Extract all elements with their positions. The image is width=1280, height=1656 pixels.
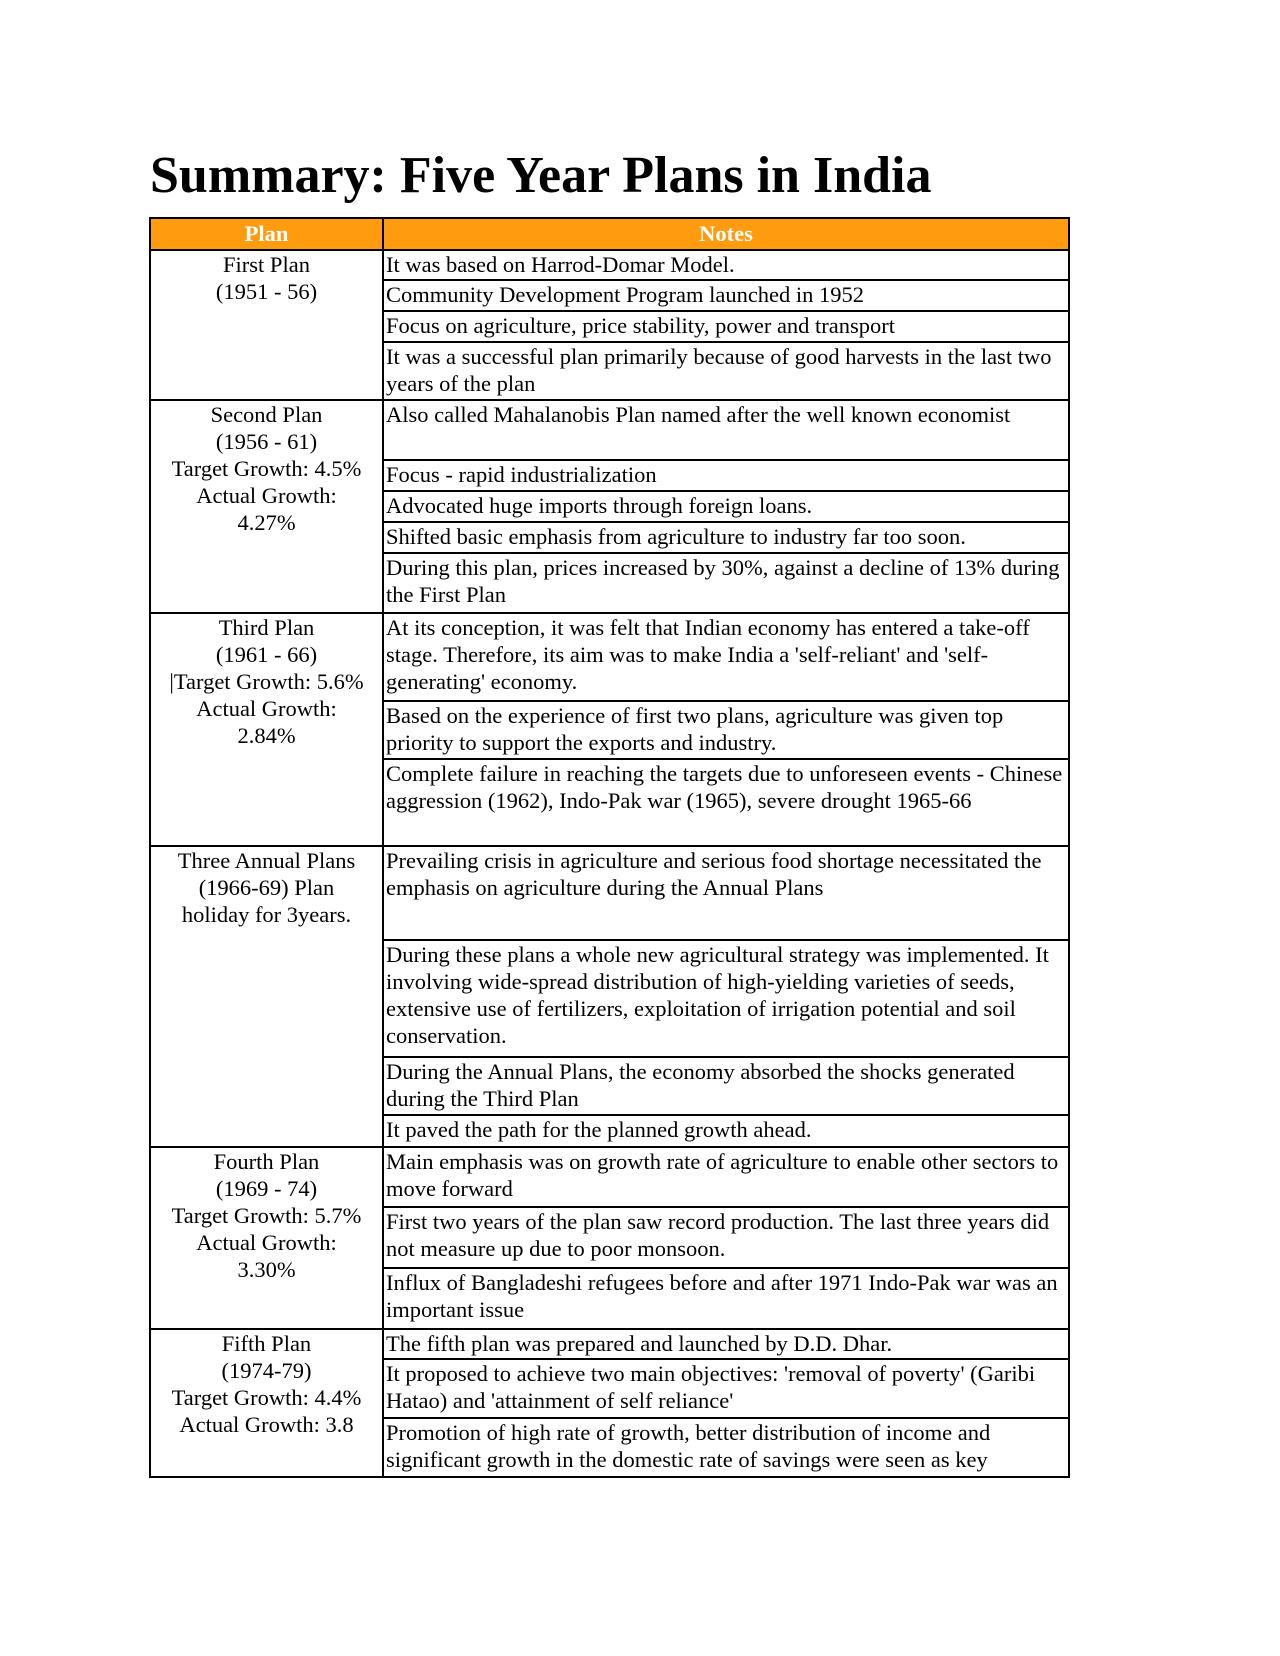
table-row xyxy=(150,400,1069,460)
plan-period: (1969 - 74) xyxy=(215,1176,318,1201)
table-row xyxy=(150,846,1069,940)
table-header-row xyxy=(150,218,1069,250)
plan-actual-growth-value: 4.27% xyxy=(237,510,296,535)
plan-holiday-note: holiday for 3years. xyxy=(181,902,352,927)
note-cell: It was a successful plan primarily because of good harvests in the last two years of the plan xyxy=(383,342,1069,400)
plan-actual-growth-value: 3.30% xyxy=(237,1257,296,1282)
plan-cell-third xyxy=(150,613,383,846)
note-cell: Also called Mahalanobis Plan named after the well known economist xyxy=(383,400,1069,460)
plan-target-growth: Target Growth: 5.7% xyxy=(171,1203,362,1228)
note-cell: Advocated huge imports through foreign loans. xyxy=(383,491,1069,522)
plan-name: Three Annual Plans xyxy=(177,848,356,873)
note-cell: Main emphasis was on growth rate of agriculture to enable other sectors to move forward xyxy=(383,1147,1069,1207)
plan-actual-growth-label: Actual Growth: xyxy=(196,483,337,508)
plan-cell-annual-plans xyxy=(150,846,383,1147)
five-year-plans-table xyxy=(149,217,1070,1478)
plan-column-header: Plan xyxy=(150,218,383,250)
notes-column-header: Notes xyxy=(383,218,1069,250)
note-cell: During these plans a whole new agricultural strategy was implemented. It involving wide-spread distribution of high-yielding varieties of seeds, extensive use of fertilizers, exploitation of irrigation potential and soil conservation. xyxy=(383,940,1069,1057)
note-cell: It proposed to achieve two main objectives: 'removal of poverty' (Garibi Hatao) and 'attainment of self reliance' xyxy=(383,1359,1069,1418)
note-cell: Complete failure in reaching the targets due to unforeseen events - Chinese aggression (1962), Indo-Pak war (1965), severe drought 1965-66 xyxy=(383,759,1069,846)
plan-actual-growth: Actual Growth: 3.8 xyxy=(179,1412,354,1437)
note-cell: Community Development Program launched in 1952 xyxy=(383,280,1069,311)
plan-cell-fourth xyxy=(150,1147,383,1329)
note-cell: First two years of the plan saw record production. The last three years did not measure up due to poor monsoon. xyxy=(383,1207,1069,1268)
plan-period: (1956 - 61) xyxy=(215,429,318,454)
table-row xyxy=(150,613,1069,701)
plan-name: Fourth Plan xyxy=(213,1149,320,1174)
note-cell: It was based on Harrod-Domar Model. xyxy=(383,250,1069,280)
plan-cell-first xyxy=(150,250,383,400)
note-cell: Based on the experience of first two plans, agriculture was given top priority to support the exports and industry. xyxy=(383,701,1069,759)
table-row xyxy=(150,1147,1069,1207)
plan-actual-growth-label: Actual Growth: xyxy=(196,1230,337,1255)
plan-actual-growth-label: Actual Growth: xyxy=(196,696,337,721)
plan-period: (1951 - 56) xyxy=(215,279,318,304)
note-cell: During the Annual Plans, the economy absorbed the shocks generated during the Third Plan xyxy=(383,1057,1069,1115)
note-cell: At its conception, it was felt that Indian economy has entered a take-off stage. Therefore, its aim was to make India a 'self-reliant' and 'self-generating' economy. xyxy=(383,613,1069,701)
note-cell: Focus - rapid industrialization xyxy=(383,460,1069,491)
plan-period: (1961 - 66) xyxy=(215,642,318,667)
plan-target-growth: Target Growth: 4.5% xyxy=(171,456,362,481)
note-cell: It paved the path for the planned growth ahead. xyxy=(383,1115,1069,1147)
note-cell: Focus on agriculture, price stability, power and transport xyxy=(383,311,1069,342)
note-cell: Influx of Bangladeshi refugees before and after 1971 Indo-Pak war was an important issue xyxy=(383,1268,1069,1329)
plan-cell-second xyxy=(150,400,383,613)
plan-name: Fifth Plan xyxy=(221,1331,312,1356)
page-title: Summary: Five Year Plans in India xyxy=(150,147,932,204)
note-cell: Shifted basic emphasis from agriculture to industry far too soon. xyxy=(383,522,1069,553)
plan-period: (1974-79) xyxy=(221,1358,312,1383)
plan-name: Third Plan xyxy=(218,615,315,640)
plan-name: Second Plan xyxy=(210,402,323,427)
note-cell: During this plan, prices increased by 30%, against a decline of 13% during the First Plan xyxy=(383,553,1069,613)
plan-cell-fifth xyxy=(150,1329,383,1477)
note-cell: Prevailing crisis in agriculture and serious food shortage necessitated the emphasis on agriculture during the Annual Plans xyxy=(383,846,1069,940)
note-cell: Promotion of high rate of growth, better distribution of income and significant growth in the domestic rate of savings were seen as key xyxy=(383,1418,1069,1477)
plan-actual-growth-value: 2.84% xyxy=(237,723,296,748)
plan-period: (1966-69) Plan xyxy=(198,875,335,900)
plan-target-growth: |Target Growth: 5.6% xyxy=(169,669,364,694)
table-row xyxy=(150,1329,1069,1359)
note-cell: The fifth plan was prepared and launched by D.D. Dhar. xyxy=(383,1329,1069,1359)
table-row xyxy=(150,250,1069,280)
plan-target-growth: Target Growth: 4.4% xyxy=(171,1385,362,1410)
plan-name: First Plan xyxy=(223,252,310,277)
